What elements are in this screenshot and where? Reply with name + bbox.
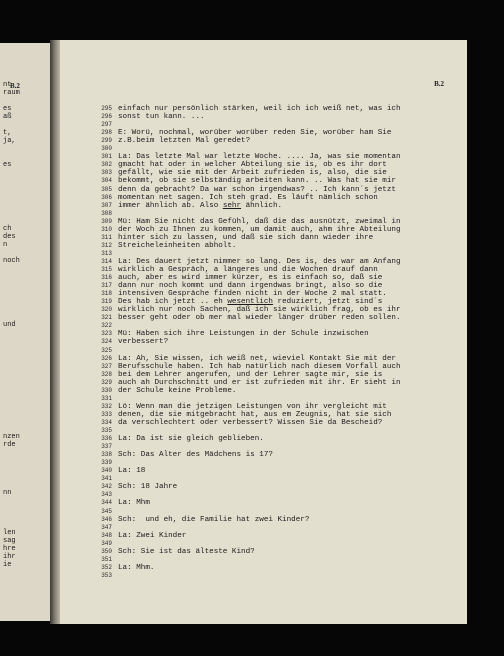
line-number: 323 [101, 330, 112, 338]
line-text: La: Ah, Sie wissen, ich weiß net, wieviel Kontakt Sie mit der [118, 354, 396, 363]
line-text: denn da gebracht? Da war schon irgendwas? .. Ich kann´s jetzt [118, 185, 396, 194]
line-number: 345 [101, 507, 112, 515]
line-text: dann nur noch kommt und dann irgendwas bringt, also so die [118, 282, 383, 291]
transcript-line [60, 298, 467, 306]
line-text: La: Mhm. [118, 563, 155, 572]
line-number: 336 [101, 435, 112, 443]
left-page-fragment: es [3, 161, 12, 169]
left-page-fragment: es [3, 105, 12, 113]
transcript-line [60, 266, 467, 274]
line-text: Mü: Haben sich ihre Leistungen in der Schule inzwischen [118, 330, 369, 339]
transcript-line [60, 250, 467, 258]
transcript-line [60, 177, 467, 185]
line-text: Sch: und eh, die Familie hat zwei Kinder? [118, 515, 310, 524]
transcript-line [60, 379, 467, 387]
transcript-line [60, 524, 467, 532]
line-number: 306 [101, 193, 112, 201]
line-text: besser geht oder ob mer mal wieder länger drüber reden sollen. [118, 314, 401, 323]
transcript-line [60, 387, 467, 395]
transcript-line [60, 363, 467, 371]
transcript-line [60, 508, 467, 516]
transcript-line [60, 153, 467, 161]
line-number: 343 [101, 491, 112, 499]
line-text: der Woch zu Ihnen zu kommen, um damit auch, ahm ihre Abteilung [118, 225, 401, 234]
left-page-fragment: ja, [3, 137, 16, 145]
left-page-fragment: nzen [3, 433, 20, 441]
transcript-line [60, 451, 467, 459]
transcript-line [60, 491, 467, 499]
line-number: 318 [101, 290, 112, 298]
line-number: 295 [101, 105, 112, 112]
line-text: E: Worü, nochmal, worüber worüber reden Sie, worüber ham Sie [118, 129, 392, 138]
left-page-fragment: nt [3, 81, 12, 89]
line-number: 352 [101, 563, 112, 571]
line-text: Lö: Wenn man die jetzigen Leistungen von ihr vergleicht mit [118, 402, 387, 411]
line-number: 330 [101, 386, 112, 394]
line-text: da verschlechtert oder verbessert? Wissen Sie da Bescheid? [118, 418, 383, 427]
line-text: La: 18 [118, 467, 146, 476]
line-number: 329 [101, 378, 112, 386]
left-page-fragment: noch [3, 257, 20, 265]
line-number: 339 [101, 459, 112, 467]
transcript-line [60, 548, 467, 556]
line-number: 331 [101, 394, 112, 402]
right-page [60, 40, 467, 624]
line-text: wirklich a Gespräch, a längeres und die Wochen drauf dann [118, 266, 378, 274]
line-number: 335 [101, 427, 112, 434]
line-number: 328 [101, 370, 112, 378]
transcript-line [60, 443, 467, 451]
left-page-label: B.2 [10, 82, 20, 90]
transcript-line [60, 475, 467, 483]
transcript-line [60, 306, 467, 314]
line-number: 324 [101, 338, 112, 346]
transcript-line [60, 169, 467, 177]
left-page-fragment: ch [3, 225, 12, 233]
transcript-line [60, 258, 467, 266]
line-text: gefällt, wie sie mit der Arbeit zufrieden is, also, die sie [118, 169, 387, 178]
transcript-line [60, 282, 467, 290]
line-text: intensiven Gespräche finden nicht in der Woche 2 mal statt. [118, 290, 387, 299]
left-page-fragment: raum [3, 89, 20, 97]
line-number: 298 [101, 129, 112, 137]
transcript-line [60, 202, 467, 210]
line-text: immer ähnlich ab. Also sehr ähnlich. [118, 201, 283, 210]
transcript-line [60, 355, 467, 363]
line-number: 303 [101, 169, 112, 177]
left-page-fragment: t, [3, 129, 12, 137]
line-text: Streicheleinheiten abholt. [118, 241, 237, 250]
transcript-line [60, 395, 467, 403]
line-number: 312 [101, 241, 112, 249]
transcript-line [60, 226, 467, 234]
line-number: 327 [101, 362, 112, 370]
transcript-line [60, 459, 467, 467]
transcript-line [60, 427, 467, 435]
transcript-line [60, 274, 467, 282]
left-page-fragment: nn [3, 489, 12, 497]
line-number: 307 [101, 201, 112, 209]
line-text: Sch: Sie ist das älteste Kind? [118, 547, 255, 556]
line-text: einfach nur persönlich stärken, weil ich ich weiß net, was ich [118, 105, 401, 113]
line-number: 322 [101, 322, 112, 330]
line-number: 326 [101, 354, 112, 362]
line-text: gmacht hat oder in welcher Abteilung sie is, ob es ihr dort [118, 161, 387, 170]
line-number: 317 [101, 282, 112, 290]
line-text: momentan net sagen. Ich steh grad. Es läuft nämlich schon [118, 193, 378, 202]
left-page-fragment: n [3, 241, 8, 249]
line-number: 305 [101, 185, 112, 193]
line-number: 299 [101, 137, 112, 145]
line-text: verbessert? [118, 338, 169, 347]
transcript-line [60, 121, 467, 129]
underlined-word: wesentlich [227, 298, 273, 307]
transcript-line [60, 330, 467, 338]
line-number: 310 [101, 225, 112, 233]
transcript-line [60, 218, 467, 226]
transcript-line [60, 347, 467, 355]
line-number: 346 [101, 515, 112, 523]
transcript-line [60, 572, 467, 580]
left-page-fragment: aß [3, 113, 12, 121]
line-number: 300 [101, 145, 112, 153]
transcript-line [60, 516, 467, 524]
transcript-line [60, 290, 467, 298]
left-page-fragment: und [3, 321, 16, 329]
transcript-line [60, 564, 467, 572]
line-number: 340 [101, 467, 112, 475]
line-text: wirklich nur noch Sachen, daß ich sie wirklich frag, ob es ihr [118, 306, 401, 315]
transcript-line [60, 411, 467, 419]
line-text: Des hab ich jetzt .. eh wesentlich reduziert, jetzt sind´s [118, 298, 383, 307]
line-number: 315 [101, 266, 112, 273]
left-page-fragment: rde [3, 441, 16, 449]
transcript-line [60, 210, 467, 218]
line-number: 353 [101, 571, 112, 579]
transcript-line [60, 145, 467, 153]
left-page-fragment: des [3, 233, 16, 241]
transcript-line [60, 137, 467, 145]
line-number: 296 [101, 113, 112, 121]
line-text: der Schule keine Probleme. [118, 386, 237, 395]
line-number: 334 [101, 418, 112, 426]
line-number: 302 [101, 161, 112, 169]
line-text: bei dem Lehrer angerufen, und der Lehrer sagte mir, sie is [118, 370, 383, 379]
transcript-line [60, 532, 467, 540]
line-number: 348 [101, 531, 112, 539]
line-number: 316 [101, 274, 112, 282]
transcript-line [60, 234, 467, 242]
line-number: 314 [101, 257, 112, 265]
line-text: auch ah Durchschnitt und er ist zufrieden mit ihr. Er sieht in [118, 378, 401, 387]
line-number: 313 [101, 249, 112, 257]
line-number: 325 [101, 346, 112, 354]
left-page-fragment: sag [3, 537, 16, 545]
transcript-line [60, 338, 467, 346]
transcript-line [60, 105, 467, 113]
line-text: La: Da ist sie gleich geblieben. [118, 435, 264, 444]
transcript-line [60, 371, 467, 379]
line-number: 347 [101, 523, 112, 531]
line-text: La: Das letzte Mal war letzte Woche. .... Ja, was sie momentan [118, 153, 401, 162]
line-number: 351 [101, 555, 112, 563]
line-number: 332 [101, 402, 112, 410]
transcript-line [60, 161, 467, 169]
line-number: 344 [101, 499, 112, 507]
left-page-fragment: len [3, 529, 16, 537]
underlined-word: sehr [222, 201, 242, 210]
line-text: hinter sich zu lassen, und daß sie sich dann wieder ihre [118, 233, 374, 242]
line-text: Mü: Ham Sie nicht das Gefühl, daß die das ausnützt, zweimal in [118, 217, 401, 226]
transcript-line [60, 483, 467, 491]
line-number: 304 [101, 177, 112, 185]
line-number: 333 [101, 410, 112, 418]
line-text: z.B.beim letzten Mal geredet? [118, 137, 251, 146]
line-number: 338 [101, 451, 112, 459]
line-text: Sch: Das Alter des Mädchens is 17? [118, 451, 273, 460]
transcript-line [60, 467, 467, 475]
transcript-line [60, 435, 467, 443]
transcript-line [60, 419, 467, 427]
transcript-line [60, 129, 467, 137]
line-number: 301 [101, 153, 112, 161]
line-number: 311 [101, 233, 112, 241]
transcript-line [60, 194, 467, 202]
line-text: La: Des dauert jetzt nimmer so lang. Des is, des war am Anfang [118, 257, 401, 266]
line-text: denen, die sie mitgebracht hat, aus em Zeugnis, hat sie sich [118, 410, 392, 419]
line-number: 350 [101, 547, 112, 555]
line-text: La: Mhm [118, 499, 150, 508]
transcript-line [60, 322, 467, 330]
line-text: La: Zwei Kinder [118, 531, 187, 540]
line-text: Sch: 18 Jahre [118, 483, 178, 492]
line-text: bekommt, ob sie selbständig arbeiten kann. .. Was hat sie mir [118, 177, 396, 186]
transcript-line [60, 499, 467, 507]
line-number: 319 [101, 298, 112, 306]
line-text: sonst tun kann. ... [118, 113, 205, 122]
line-number: 321 [101, 314, 112, 322]
line-number: 297 [101, 121, 112, 129]
line-number: 320 [101, 306, 112, 314]
left-page [0, 43, 50, 621]
transcript-line [60, 556, 467, 564]
transcript-line [60, 242, 467, 250]
left-page-fragment: ihr [3, 553, 16, 561]
transcript-line [60, 186, 467, 194]
line-number: 309 [101, 217, 112, 225]
line-text: Berufsschule haben. Ich hab natürlich nach diesem Vorfall auch [118, 362, 401, 371]
transcript-line [60, 113, 467, 121]
line-number: 341 [101, 475, 112, 483]
line-number: 342 [101, 483, 112, 491]
right-page-label: B.2 [434, 80, 444, 88]
transcript-line [60, 540, 467, 548]
left-page-fragment: hre [3, 545, 16, 553]
transcript-line [60, 314, 467, 322]
line-number: 349 [101, 539, 112, 547]
left-page-fragment: ie [3, 561, 12, 569]
line-number: 308 [101, 209, 112, 217]
transcript-line [60, 403, 467, 411]
line-number: 337 [101, 443, 112, 451]
book-spine [50, 40, 60, 624]
line-text: auch, aber es wird immer kürzer, es is einfach so, daß sie [118, 274, 383, 283]
